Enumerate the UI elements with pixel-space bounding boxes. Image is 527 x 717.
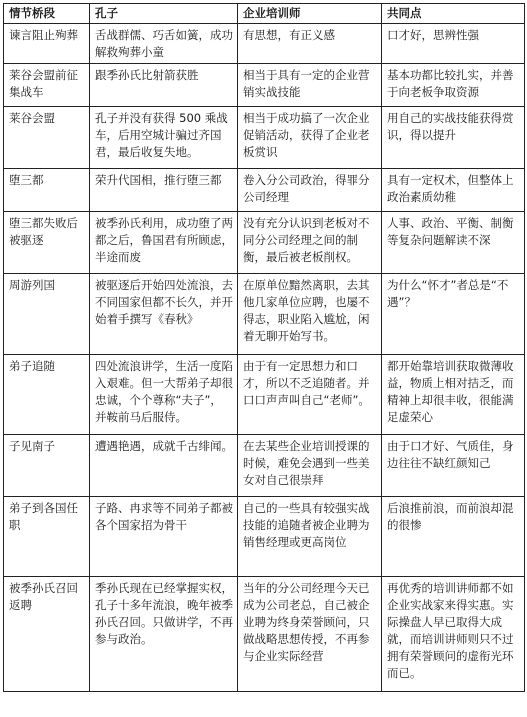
cell-common-points: 具有一定权术，但整体上政治素质幼稚 [382, 169, 525, 212]
cell-corporate-trainer: 由于有一定思想力和口才，所以不乏追随者。并口口声声叫自己“老师”。 [238, 355, 382, 435]
cell-common-points: 都开始靠培训获取微薄收益，物质上相对拮乏，而精神上却很丰收，很能满足虚荣心 [382, 355, 525, 435]
cell-plot-segment: 子见南子 [4, 435, 90, 497]
cell-common-points: 后浪推前浪，而前浪却混的很惨 [382, 497, 525, 577]
cell-plot-segment: 周游列国 [4, 274, 90, 355]
comparison-table-wrapper [3, 3, 524, 692]
cell-confucius: 荣升代国相，推行堕三都 [90, 169, 238, 212]
table-row [4, 435, 525, 497]
cell-corporate-trainer: 相当于成功搞了一次企业促销活动，获得了企业老板赏识 [238, 107, 382, 169]
cell-confucius: 遭遇艳遇，成就千古绯闻。 [90, 435, 238, 497]
comparison-table [3, 3, 525, 692]
cell-corporate-trainer: 卷入分公司政治，得罪分公司经理 [238, 169, 382, 212]
cell-confucius: 被季孙氏利用，成功堕了两都之后，鲁国君有所顾虑，半途而废 [90, 212, 238, 274]
cell-confucius: 被驱逐后开始四处流浪，去不同国家但都不长久，并开始着手撰写《春秋》 [90, 274, 238, 355]
cell-corporate-trainer: 在去某些企业培训授课的时候，难免会遇到一些美女对自己很崇拜 [238, 435, 382, 497]
cell-corporate-trainer: 在原单位黯然离职，去其他几家单位应聘，也屡不得志，职业陷入尴尬，闲着无聊开始写书。 [238, 274, 382, 355]
cell-plot-segment: 谏言阻止殉葬 [4, 24, 90, 64]
table-row [4, 64, 525, 107]
cell-common-points: 人事、政治、平衡、制衡等复杂问题解读不深 [382, 212, 525, 274]
table-row [4, 107, 525, 169]
cell-plot-segment: 堕三都失败后被驱逐 [4, 212, 90, 274]
cell-common-points: 再优秀的培训讲师都不如企业实战家来得实惠。实际操盘人早已取得大成就，而培训讲师则只不过拥有荣誉顾问的虚衔光环而已。 [382, 577, 525, 692]
cell-common-points: 基本功都比较扎实，并善于向老板争取资源 [382, 64, 525, 107]
cell-confucius: 孔子并没有获得 500 乘战车，后用空城计骗过齐国君，最后收复失地。 [90, 107, 238, 169]
cell-plot-segment: 弟子追随 [4, 355, 90, 435]
cell-corporate-trainer: 自己的一些具有较强实战技能的追随者被企业聘为销售经理或更高岗位 [238, 497, 382, 577]
cell-corporate-trainer: 没有充分认识到老板对不同分公司经理之间的制衡，最后被老板削权。 [238, 212, 382, 274]
cell-common-points: 由于口才好、气质佳，身边往往不缺红颜知己 [382, 435, 525, 497]
cell-corporate-trainer: 相当于具有一定的企业营销实战技能 [238, 64, 382, 107]
cell-corporate-trainer: 当年的分公司经理今天已成为公司老总，自己被企业聘为终身荣誉顾问，只做战略思想传授，不再参与企业实际经营 [238, 577, 382, 692]
cell-common-points: 用自己的实战技能获得赏识，得以提升 [382, 107, 525, 169]
header-corporate-trainer: 企业培训师 [238, 4, 382, 24]
cell-confucius: 子路、冉求等不同弟子都被各个国家招为骨干 [90, 497, 238, 577]
table-row [4, 169, 525, 212]
table-row [4, 24, 525, 64]
cell-plot-segment: 被季孙氏召回返聘 [4, 577, 90, 692]
table-row [4, 497, 525, 577]
table-row [4, 577, 525, 692]
cell-corporate-trainer: 有思想，有正义感 [238, 24, 382, 64]
header-common-points: 共同点 [382, 4, 525, 24]
table-row [4, 212, 525, 274]
table-row [4, 355, 525, 435]
cell-common-points: 为什么“怀才”者总是“不遇”？ [382, 274, 525, 355]
header-confucius: 孔子 [90, 4, 238, 24]
cell-confucius: 舌战群儒、巧舌如簧，成功解救殉葬小童 [90, 24, 238, 64]
cell-plot-segment: 弟子到各国任职 [4, 497, 90, 577]
cell-confucius: 季孙氏现在已经掌握实权，孔子十多年流浪，晚年被季孙氏召回。只做讲学，不再参与政治。 [90, 577, 238, 692]
cell-confucius: 四处流浪讲学，生活一度陷入艰难。但一大帮弟子却很忠诚，个个尊称“夫子”，并鞍前马后服侍。 [90, 355, 238, 435]
table-row [4, 274, 525, 355]
cell-plot-segment: 莱谷会盟前征集战车 [4, 64, 90, 107]
header-plot-segment: 情节桥段 [4, 4, 90, 24]
cell-plot-segment: 堕三都 [4, 169, 90, 212]
table-header-row [4, 4, 525, 24]
cell-common-points: 口才好，思辨性强 [382, 24, 525, 64]
cell-confucius: 跟季孙氏比射箭获胜 [90, 64, 238, 107]
cell-plot-segment: 莱谷会盟 [4, 107, 90, 169]
